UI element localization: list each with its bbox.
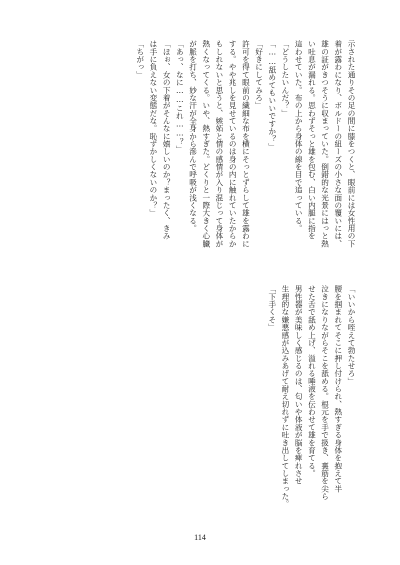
text-line: 泣きになりながらそこを舐める。根元を手で扱き、裏筋を尖ら	[320, 285, 330, 501]
text-line: 生理的な嫌悪感が込みあげて耐え切れずに吐き出してしまった。	[280, 285, 290, 508]
text-line: もしれないと思うと、嫉妬と情の感情が入り混じって身体が	[214, 40, 224, 248]
text-line: 男性器が美味しく感じるのは、匂いや体液が脳を痺れさせ	[294, 285, 304, 485]
page-number: 114	[194, 533, 206, 542]
text-line: 着が露わになり、ボルドーの紐ーズの小さな面の覆いには、	[333, 40, 343, 248]
text-line: が脈を打ち、妙な汗が全身から滲んで呼吸が浅くなる。	[188, 40, 198, 232]
text-line: 「いいから咥えて勃たせろ」	[347, 285, 356, 385]
text-line: 示された通りその足の間に膝をつくと、眼前には女性用の下	[347, 40, 356, 248]
text-line: 「ほぉ、女の下着がそんなに嬉しいのか？まったく、きみ	[162, 40, 172, 240]
top-text-block	[36, 40, 358, 270]
text-line: 雄の証がきつそうに収まっていた。倒錯的な光景にはっと熱	[320, 40, 330, 248]
text-line: 「あっ、なに……これ……？」	[175, 40, 185, 154]
text-line: 腰を掴まれてそこに押し付けられ、熱すぎる身体を抱えて半	[333, 285, 343, 493]
text-line: せた舌で舐め上げ、溢れる唾液を伝わせて雄を育てる。	[307, 285, 317, 477]
text-line: 熱くなってくる。いや、熱すぎた。どくりと一際大きく心臓	[201, 40, 211, 248]
text-line: 許可を得て眼前の繊細な布を横にそっとずらして雄を露わに	[241, 40, 251, 248]
text-line: い吐息が漏れる。思わずそっと雄を包む、白い内腿に指を	[307, 40, 317, 240]
text-line: 「……舐めてもいいですか？」	[267, 40, 277, 151]
text-line: 這わせていた。布の上から身体の線を目で追っている。	[294, 40, 304, 232]
text-line: 「ちがっ」	[135, 40, 145, 79]
text-line: 「下手くそ」	[267, 285, 277, 332]
text-line: する。やや兆しを見せているのは身の内に触れていたからか	[228, 40, 238, 248]
text-line: は手に負えない変態だな。恥ずかしくないのか？」	[148, 40, 158, 217]
text-line: 「好きにしてみろ」	[254, 40, 264, 110]
text-line: 「どうしたいんだ？」	[280, 40, 290, 117]
bottom-text-block	[36, 285, 358, 521]
